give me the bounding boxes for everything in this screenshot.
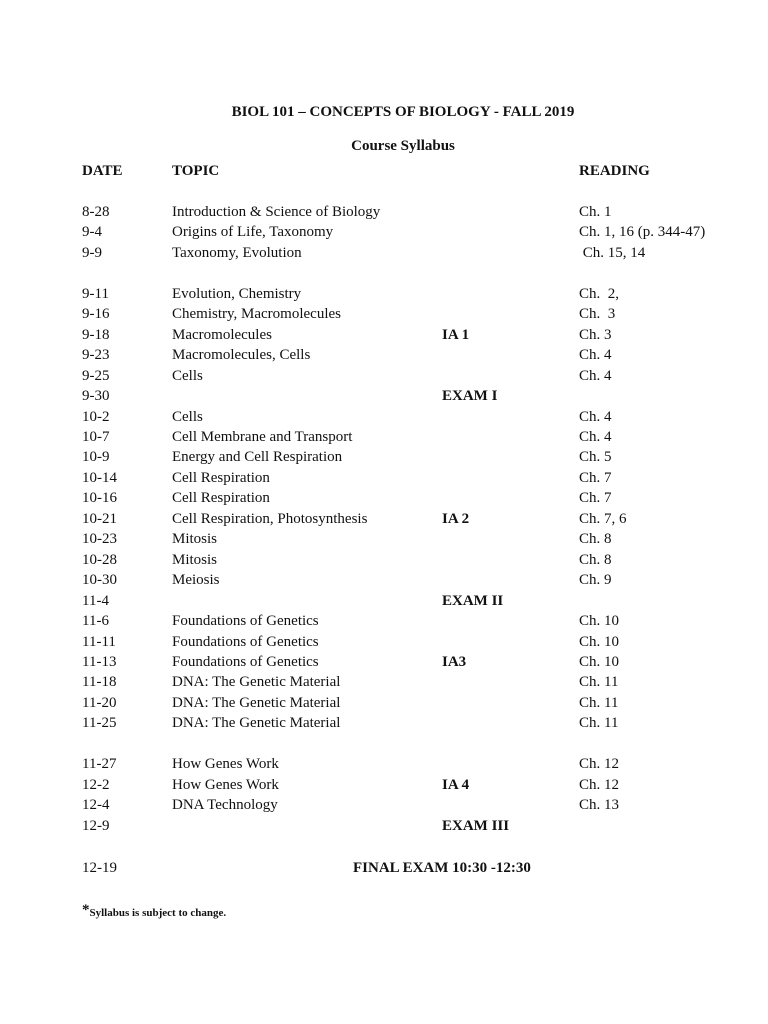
row-reading: Ch. 5 (579, 449, 612, 466)
table-row (0, 632, 768, 652)
table-row (0, 550, 768, 570)
row-assessment: EXAM I (442, 388, 498, 405)
table-row (0, 304, 768, 324)
table-row (0, 407, 768, 427)
row-reading: Ch. 3 (579, 326, 612, 343)
row-reading: Ch. 9 (579, 572, 612, 589)
row-assessment: IA 4 (442, 776, 470, 793)
table-row (0, 243, 768, 263)
row-date: 10-9 (82, 449, 110, 466)
row-topic: Cells (172, 408, 203, 425)
row-date: 8-28 (82, 204, 110, 220)
row-topic: Energy and Cell Respiration (172, 449, 343, 466)
row-date: 11-27 (82, 756, 117, 773)
row-date: 10-30 (82, 572, 117, 589)
row-reading: Ch. 13 (579, 797, 620, 814)
final-exam-date: 12-19 (82, 860, 117, 876)
row-date: 11-13 (82, 653, 117, 670)
table-row (0, 775, 768, 795)
row-date: 12-9 (82, 817, 110, 834)
row-reading: Ch. 10 (579, 633, 620, 650)
row-reading: Ch. 3 (579, 306, 616, 323)
row-reading: Ch. 12 (579, 756, 620, 773)
table-row (0, 591, 768, 611)
row-date: 9-9 (82, 244, 102, 261)
row-reading: Ch. 1 (579, 204, 612, 220)
header-reading: READING (579, 163, 650, 179)
row-reading: Ch. 10 (579, 613, 620, 630)
row-topic: Mitosis (172, 531, 218, 548)
row-date: 9-16 (82, 306, 110, 323)
row-reading: Ch. 11 (579, 715, 619, 732)
table-row (0, 611, 768, 631)
row-assessment: EXAM II (442, 592, 504, 609)
row-reading: Ch. 8 (579, 551, 612, 568)
row-topic: DNA Technology (172, 797, 278, 814)
final-exam-row (0, 858, 768, 878)
row-topic: Mitosis (172, 551, 218, 568)
page-title: BIOL 101 – CONCEPTS OF BIOLOGY - FALL 2019 (231, 104, 575, 120)
row-topic: Foundations of Genetics (172, 613, 319, 630)
row-date: 9-11 (82, 285, 109, 302)
table-row (0, 570, 768, 590)
row-reading: Ch. 7 (579, 490, 612, 507)
final-exam-label: FINAL EXAM 10:30 -12:30 (353, 860, 531, 876)
row-date: 10-7 (82, 429, 110, 445)
row-date: 11-6 (82, 613, 109, 630)
row-topic: Cell Respiration (172, 469, 270, 486)
row-topic: Cell Membrane and Transport (172, 429, 353, 445)
table-row (0, 816, 768, 836)
table-row (0, 468, 768, 488)
row-assessment: EXAM III (442, 817, 510, 834)
table-row (0, 386, 768, 406)
row-date: 11-4 (82, 592, 109, 609)
table-row (0, 222, 768, 242)
table-row (0, 652, 768, 672)
row-reading: Ch. 10 (579, 653, 620, 670)
table-row (0, 713, 768, 733)
row-reading: Ch. 7 (579, 469, 612, 486)
row-assessment: IA3 (442, 653, 467, 670)
row-date: 10-21 (82, 510, 117, 527)
table-row (0, 672, 768, 692)
row-assessment: IA 1 (442, 326, 470, 343)
row-reading: Ch. 15, 14 (579, 244, 646, 261)
syllabus-note (82, 902, 226, 919)
row-topic: How Genes Work (172, 776, 279, 793)
table-row (0, 345, 768, 365)
row-topic: DNA: The Genetic Material (172, 715, 341, 732)
table-row (0, 284, 768, 304)
row-reading: Ch. 7, 6 (579, 510, 627, 527)
row-date: 9-30 (82, 388, 110, 405)
table-row (0, 427, 768, 447)
row-reading: Ch. 11 (579, 674, 619, 691)
row-topic: Macromolecules, Cells (172, 347, 311, 364)
row-date: 10-14 (82, 469, 117, 486)
row-date: 10-28 (82, 551, 117, 568)
table-row (0, 754, 768, 774)
row-date: 11-20 (82, 694, 117, 711)
row-topic: Macromolecules (172, 326, 272, 343)
row-topic: DNA: The Genetic Material (172, 694, 341, 711)
row-topic: Introduction & Science of Biology (172, 204, 381, 220)
row-date: 11-11 (82, 633, 116, 650)
table-row (0, 325, 768, 345)
row-date: 9-4 (82, 224, 102, 241)
row-reading: Ch. 4 (579, 367, 612, 384)
row-date: 11-25 (82, 715, 117, 732)
row-topic: How Genes Work (172, 756, 279, 773)
row-topic: Chemistry, Macromolecules (172, 306, 341, 323)
row-topic: Cells (172, 367, 203, 384)
row-topic: Foundations of Genetics (172, 653, 319, 670)
table-row (0, 366, 768, 386)
row-topic: Foundations of Genetics (172, 633, 319, 650)
row-reading: Ch. 4 (579, 408, 612, 425)
row-date: 12-2 (82, 776, 110, 793)
table-row (0, 693, 768, 713)
row-reading: Ch. 11 (579, 694, 619, 711)
row-reading: Ch. 4 (579, 429, 612, 445)
row-reading: Ch. 2, (579, 285, 620, 302)
row-assessment: IA 2 (442, 510, 470, 527)
table-row (0, 529, 768, 549)
table-row (0, 447, 768, 467)
row-topic: Evolution, Chemistry (172, 285, 302, 302)
row-date: 9-23 (82, 347, 110, 364)
table-row (0, 202, 768, 222)
row-date: 9-25 (82, 367, 110, 384)
note-text: Syllabus is subject to change. (89, 907, 227, 919)
table-row (0, 488, 768, 508)
note-asterisk: * (82, 902, 90, 918)
row-date: 12-4 (82, 797, 110, 814)
header-topic: TOPIC (172, 163, 220, 179)
row-reading: Ch. 4 (579, 347, 612, 364)
row-topic: Cell Respiration, Photosynthesis (172, 510, 368, 527)
row-reading: Ch. 1, 16 (p. 344-47) (579, 224, 706, 241)
row-topic: Origins of Life, Taxonomy (172, 224, 334, 241)
row-topic: Taxonomy, Evolution (172, 244, 302, 261)
row-reading: Ch. 12 (579, 776, 620, 793)
header-date: DATE (82, 163, 123, 179)
table-row (0, 795, 768, 815)
page-subtitle: Course Syllabus (351, 138, 455, 154)
row-date: 11-18 (82, 674, 117, 691)
table-row (0, 509, 768, 529)
row-date: 10-2 (82, 408, 110, 425)
row-topic: Cell Respiration (172, 490, 270, 507)
row-date: 10-16 (82, 490, 117, 507)
row-date: 9-18 (82, 326, 110, 343)
row-topic: DNA: The Genetic Material (172, 674, 341, 691)
row-topic: Meiosis (172, 572, 220, 589)
row-date: 10-23 (82, 531, 117, 548)
row-reading: Ch. 8 (579, 531, 612, 548)
